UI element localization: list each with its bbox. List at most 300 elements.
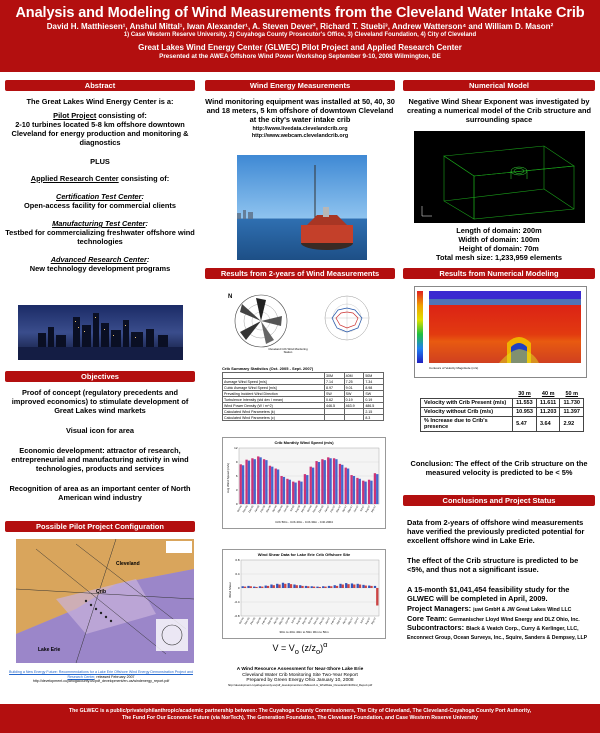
conclusion-3: A 15-month $1,041,454 feasibility study for the GLWEC will be completed in April, 2009.: [407, 585, 570, 603]
bar-crib-40m: [259, 457, 261, 504]
pilot-config-map: [16, 539, 194, 663]
ct-text: Germanischer Lloyd Wind Energy and DLZ Ohio, Inc.: [449, 617, 580, 623]
mesh-graphic: [414, 131, 585, 223]
y-tick-label: 3: [235, 488, 238, 492]
y-tick-label: 0: [235, 502, 238, 506]
vt-header: [421, 390, 513, 399]
pilot-rest: consisting of:: [96, 111, 147, 120]
stats-cell: Turbulence Intensity (std dev / mean): [223, 397, 325, 403]
stats-cell: Prevailing Incident Wind Direction: [223, 391, 325, 397]
bar-crib-40m: [370, 481, 372, 504]
bar-crib-50m: [315, 461, 317, 504]
arc-rest: consisting of:: [118, 174, 170, 183]
arc-line: [5, 174, 195, 183]
plus-text: PLUS: [90, 157, 110, 166]
bar-crib-40m: [294, 483, 296, 504]
x-tick-label: Feb-06: [261, 617, 268, 626]
x-tick-label: Oct-05: [238, 617, 245, 625]
bar-30m-to-40m: [288, 583, 290, 588]
x-tick-label: Mar-06: [265, 505, 272, 514]
y-tick-label: 0.8: [235, 558, 240, 562]
stats-title: Crib Summary Statistics (Oct. 2005 - Sept. 2007): [222, 366, 314, 371]
vt-cell: Velocity without Crib (m/s): [421, 408, 513, 417]
velocity-contour-plot: [414, 286, 587, 378]
footer-line-2: The Fund For Our Economic Future (via NorTech), The Generation Foundation, The Cleveland Foundation, and Case Western Reserve University: [121, 715, 479, 721]
x-tick-label: Dec-05: [247, 505, 255, 514]
bar-crib-40m: [359, 479, 361, 504]
monthly-wind-chart: [222, 437, 386, 529]
wind-report-ref: [205, 667, 395, 687]
x-tick-label: Apr-06: [273, 617, 280, 625]
pm-label: Project Managers:: [407, 604, 474, 613]
x-tick-label: Dec-05: [249, 617, 257, 626]
stats-cell: 7.25: [344, 379, 364, 385]
bar-30m-to-40m: [362, 585, 364, 588]
mesh-size: Total mesh size: 1,233,959 elements: [436, 253, 562, 262]
vt-cell: Velocity with Crib Present (m/s): [421, 399, 513, 408]
stats-cell: 7.34: [364, 379, 384, 385]
presented-at: Presented at the AWEA Offshore Wind Power Workshop September 9-10, 2008 Wilmington, DE: [159, 53, 441, 60]
bar-crib-50m: [368, 480, 370, 504]
shear-equation: [205, 640, 395, 656]
footer-line-1: The GLWEC is a public/private/philanthropic/academic partnership between: The Cuyahoga County Commissioners, The City of Cleveland, The Cleveland-Cuyahoga County Port Authority,: [68, 708, 532, 714]
monthly-chart-svg: [223, 438, 385, 528]
project-name: Great Lakes Wind Energy Center (GLWEC) Pilot Project and Applied Research Center: [138, 43, 462, 52]
pilot-desc: 2-10 turbines located 5-8 km offshore downtown Cleveland for energy production and monitoring & diagnostics: [11, 120, 189, 147]
vt-cell: 11.203: [536, 408, 560, 417]
ref-url: http://development.cuyahogacounty.us/pdf_development/en-US/Exec/Lm_WindData_ClevelandCribWind_Report.pdf: [227, 682, 373, 687]
pilot-config-heading: Possible Pilot Project Configuration: [5, 521, 195, 532]
pilot-config-citation: [8, 670, 194, 684]
bar-30m-to-40m: [259, 586, 261, 588]
pilot-citation-line: [8, 670, 194, 679]
bar-30m-to-40m: [351, 583, 353, 588]
bar-crib-40m: [329, 458, 331, 504]
adv-title: Advanced Research Center:: [50, 255, 150, 264]
stats-cell: Calculated Wind Parameters (c): [223, 415, 325, 421]
map-label-cleveland: Cleveland: [116, 561, 140, 567]
bar-crib-50m: [333, 458, 335, 504]
bar-30m-to-40m: [316, 587, 318, 588]
poster-footer: [0, 704, 600, 733]
domain-height: Height of domain: 70m: [459, 244, 539, 253]
y-tick-label: -0.4: [234, 600, 240, 604]
x-tick-label: Dec-06: [317, 505, 325, 514]
bar-crib-40m: [265, 460, 267, 504]
bar-crib-50m: [310, 467, 312, 504]
bar-crib-40m: [335, 459, 337, 504]
bar-crib-50m: [240, 464, 242, 504]
bar-crib-40m: [306, 475, 308, 504]
pilot-label: Pilot Project: [53, 111, 97, 120]
results-numerical-heading: Results from Numerical Modeling: [403, 268, 595, 279]
vt-cell: 11.730: [560, 399, 584, 408]
pm-text: juwi GmbH & JW Great Lakes Wind LLC: [473, 607, 572, 613]
map-graphic: [16, 539, 194, 663]
vt-cell: 3.64: [536, 417, 560, 432]
bar-crib-50m: [304, 474, 306, 504]
stats-cell: 0.62: [324, 397, 344, 403]
x-tick-label: Mar-07: [335, 505, 342, 514]
wind-measurements-heading: Wind Energy Measurements: [205, 80, 395, 91]
wind-urls: [205, 126, 395, 139]
bar-30m-to-40m: [339, 584, 341, 588]
contour-caption: Contours of Velocity Magnitude (m/s): [429, 366, 479, 370]
bar-crib-50m: [327, 457, 329, 504]
poster-title: Analysis and Modeling of Wind Measurements from the Cleveland Water Intake Crib: [15, 5, 585, 21]
bar-crib-40m: [324, 460, 326, 504]
contour-field: [429, 291, 581, 363]
stats-cell: 2.15: [364, 409, 384, 415]
bar-crib-50m: [263, 459, 265, 504]
x-tick-label: Feb-07: [329, 505, 337, 514]
stats-table: [222, 372, 384, 421]
stats-cell: Wind Power Density (W / m^2): [223, 403, 325, 409]
skyline-graphic: [18, 305, 183, 360]
vt-header: 40 m: [541, 391, 555, 397]
x-tick-label: Jun-06: [283, 505, 290, 513]
eq-v: V = V: [272, 643, 295, 653]
objectives-heading: Objectives: [5, 371, 195, 382]
numerical-model-text: Negative Wind Shear Exponent was investigated by creating a numerical model of the Crib structure and surrounding space: [407, 97, 591, 124]
bar-crib-40m: [353, 476, 355, 504]
bar-30m-to-40m: [328, 586, 330, 588]
stats-cell: SW: [364, 391, 384, 397]
monthly-chart-title: Crib Monthly Wind Speed (m/s): [274, 440, 334, 445]
objective-1: Proof of concept (regulatory precedents and improved economics) to stimulate development of Great Lakes wind markets: [11, 388, 189, 415]
x-tick-label: Jan-06: [254, 505, 261, 513]
bar-crib-40m: [300, 482, 302, 504]
map-label-lake-erie: Lake Erie: [38, 647, 61, 653]
bar-40m-to-50m: [250, 586, 252, 588]
abstract-heading: Abstract: [5, 80, 195, 91]
crib-graphic: [237, 155, 367, 260]
stats-col: 30M: [324, 373, 344, 379]
bar-crib-40m: [318, 462, 320, 504]
bar-crib-50m: [257, 456, 259, 504]
subcontractors: [407, 624, 593, 642]
bar-30m-to-40m: [242, 586, 244, 588]
x-tick-label: Jun-07: [353, 617, 360, 625]
stats-cell: [324, 415, 344, 421]
bar-30m-to-40m: [368, 586, 370, 588]
bar-crib-50m: [362, 481, 364, 504]
stats-col: 50M: [364, 373, 384, 379]
bar-30m-to-40m: [253, 587, 255, 588]
bar-30m-to-40m: [282, 583, 284, 588]
x-tick-label: Jul-07: [359, 617, 366, 625]
stats-cell: 8.98: [364, 385, 384, 391]
mfg-title: Manufacturing Test Center:: [52, 219, 148, 228]
bar-30m-to-40m: [299, 585, 301, 588]
released-text: , released February 2007: [94, 674, 135, 679]
x-tick-label: Jun-06: [284, 617, 291, 625]
bar-40m-to-50m: [359, 585, 361, 589]
bar-crib-40m: [312, 468, 314, 504]
bar-40m-to-50m: [301, 586, 303, 588]
stats-cell: 446.5: [324, 403, 344, 409]
bar-crib-40m: [248, 461, 250, 504]
x-tick-label: Aug-06: [294, 505, 302, 514]
bar-crib-40m: [242, 465, 244, 504]
bar-40m-to-50m: [290, 584, 292, 588]
wind-rose-label: Cleveland Crib Wind Monitoring Station: [268, 347, 308, 354]
ref-title: A Wind Resource Assessment for Near-Shore Lake Erie: [236, 667, 364, 672]
cert-title-text: Certification Test Center: [55, 192, 142, 201]
x-tick-label: Apr-07: [342, 617, 349, 625]
shear-chart-legend: 30m to 40m 40m to 50m 30m to 50m: [279, 630, 329, 634]
y-tick-label: 9: [235, 460, 238, 464]
bar-40m-to-50m: [370, 586, 372, 588]
bar-crib-50m: [245, 460, 247, 504]
bar-40m-to-50m: [278, 585, 280, 589]
x-tick-label: Nov-06: [312, 505, 319, 514]
velocity-row: [421, 417, 584, 432]
x-tick-label: Feb-07: [330, 617, 337, 626]
x-tick-label: Jan-06: [255, 617, 262, 625]
stats-cell: SW: [324, 391, 344, 397]
stats-cell: Cubic Average Wind Speed [m/s]: [223, 385, 325, 391]
x-tick-label: May-06: [278, 617, 285, 626]
sub-text: Black & Veatch Corp., Curry & Kerlinger, LLC, Enconnect Group, Ocean Surveys, Inc., Squire, Sanders & Dempsey, LLP: [407, 626, 588, 641]
bar-40m-to-50m: [313, 587, 315, 588]
conclusions-heading: Conclusions and Project Status: [403, 495, 595, 506]
bar-crib-40m: [376, 474, 378, 504]
vt-header: 30 m: [518, 391, 531, 397]
x-tick-label: Sep-06: [300, 505, 307, 514]
pilot-line: [5, 111, 195, 120]
bar-40m-to-50m: [307, 586, 309, 588]
sub-label: Subcontractors:: [407, 623, 467, 632]
bar-30m-to-40m: [305, 586, 307, 588]
bar-40m-to-50m: [336, 586, 338, 588]
stats-cell: 463.9: [344, 403, 364, 409]
bar-crib-50m: [350, 475, 352, 504]
bar-40m-to-50m: [376, 588, 378, 606]
bar-40m-to-50m: [324, 587, 326, 588]
bar-30m-to-40m: [357, 584, 359, 588]
adv-title-text: Advanced Research Center: [50, 255, 147, 264]
vt-cell: 11.397: [560, 408, 584, 417]
x-tick-label: Jul-06: [289, 505, 296, 513]
bar-40m-to-50m: [273, 585, 275, 588]
stats-cell: 0.19: [344, 397, 364, 403]
bar-40m-to-50m: [319, 587, 321, 588]
x-tick-label: May-07: [347, 505, 354, 514]
stats-cell: 486.5: [364, 403, 384, 409]
x-tick-label: Jul-07: [359, 505, 366, 513]
stats-cell: 8.97: [324, 385, 344, 391]
ct-label: Core Team:: [407, 614, 450, 623]
arc-label: Applied Research Center: [30, 174, 119, 183]
bar-crib-50m: [292, 482, 294, 504]
x-tick-label: Aug-06: [295, 617, 303, 626]
bar-30m-to-40m: [311, 586, 313, 588]
stats-cell: 8.3: [364, 415, 384, 421]
bar-crib-40m: [271, 467, 273, 504]
domain-length: Length of domain: 200m: [456, 226, 542, 235]
x-tick-label: Apr-06: [271, 505, 278, 513]
shear-chart-title: Wind Shear Data for Lake Erie Crib Offshore Site: [257, 552, 351, 557]
wind-shear-chart: [222, 549, 386, 639]
objectives-body: [5, 388, 195, 502]
conclusion-2: The effect of the Crib structure is predicted to be <5%, and thus not a significant issue.: [407, 556, 579, 574]
objective-3: Economic development: attractor of research, entrepreneurial and manufacturing activity in wind technologies, products and services: [11, 446, 189, 473]
x-tick-label: Sep-07: [370, 505, 377, 514]
bar-crib-50m: [286, 479, 288, 504]
mfg-title-text: Manufacturing Test Center: [52, 219, 146, 228]
map-label-crib: Crib: [96, 589, 106, 595]
wind-measurements-text: Wind monitoring equipment was installed at 50, 40, 30 and 18 meters, 5 km offshore of downtown Cleveland at the city's water intake crib: [205, 97, 395, 124]
conclusions-body: [407, 518, 593, 642]
shear-chart-ylabel: Wind Shear: [228, 582, 232, 598]
crib-photo: [237, 155, 367, 260]
stats-cell: 0.19: [364, 397, 384, 403]
cert-desc: Open-access facility for commercial clients: [24, 201, 176, 210]
x-tick-label: Jul-06: [290, 617, 297, 625]
adv-desc: New technology development programs: [29, 264, 171, 273]
x-tick-label: May-07: [347, 617, 354, 626]
domain-width: Width of domain: 100m: [458, 235, 540, 244]
bar-crib-40m: [341, 465, 343, 504]
bar-crib-50m: [339, 464, 341, 504]
bar-crib-50m: [298, 481, 300, 504]
velocity-header-row: [421, 390, 584, 399]
bar-40m-to-50m: [296, 585, 298, 588]
eq-rest: (z/z: [298, 643, 316, 653]
polar-chart: [320, 288, 375, 358]
stats-col: 40M: [344, 373, 364, 379]
bar-crib-40m: [289, 480, 291, 504]
bar-40m-to-50m: [244, 587, 246, 588]
bar-40m-to-50m: [267, 586, 269, 588]
x-tick-label: Aug-07: [364, 505, 372, 514]
eq-end: ): [320, 643, 324, 653]
vt-cell: 11.553: [513, 399, 537, 408]
bar-30m-to-40m: [270, 585, 272, 589]
vt-cell: 10.953: [513, 408, 537, 417]
y-tick-label: 0.4: [235, 572, 240, 576]
velocity-row: [421, 399, 584, 408]
bar-crib-40m: [277, 469, 279, 504]
velocity-table: [420, 390, 584, 432]
x-tick-label: Sep-06: [301, 617, 308, 626]
stats-cell: [344, 415, 364, 421]
contour-colorbar: [417, 291, 423, 363]
bar-40m-to-50m: [330, 586, 332, 588]
x-tick-label: Aug-07: [364, 617, 372, 626]
velocity-row: [421, 408, 584, 417]
bar-40m-to-50m: [261, 587, 263, 588]
polar-graphic: [320, 288, 375, 358]
bar-40m-to-50m: [347, 584, 349, 588]
eq-sub: o: [294, 646, 299, 656]
x-tick-label: Oct-06: [307, 617, 314, 625]
report-url: http://development.cuyahogacounty.us/pdf_development/en-us/windenergy_report.pdf: [32, 679, 170, 683]
x-tick-label: Nov-06: [313, 617, 320, 626]
bar-crib-50m: [269, 466, 271, 504]
bar-30m-to-40m: [247, 586, 249, 588]
affiliations: 1) Case Western Reserve University, 2) Cuyahoga County Prosecutor's Office, 3) Cleveland Foundation, 4) City of Cleveland: [123, 32, 477, 38]
y-tick-label: 0: [237, 586, 240, 590]
x-tick-label: Oct-06: [306, 505, 313, 513]
stats-row: [223, 415, 384, 421]
y-tick-label: -0.8: [234, 614, 240, 618]
eq-sub2: o: [315, 646, 321, 656]
numerical-conclusion: Conclusion: The effect of the Crib structure on the measured velocity is predicted to be < 5%: [410, 459, 588, 477]
vt-cell: 2.92: [560, 417, 584, 432]
bar-40m-to-50m: [255, 587, 257, 588]
bar-30m-to-40m: [345, 583, 347, 588]
bar-crib-50m: [251, 458, 253, 504]
x-tick-label: May-06: [277, 505, 284, 514]
x-tick-label: Jun-07: [353, 505, 360, 513]
wind-rose: [226, 288, 308, 360]
bar-crib-50m: [275, 469, 277, 504]
x-tick-label: Jan-07: [324, 617, 331, 625]
abstract-body: [5, 97, 195, 273]
monthly-chart-legend: Crib 50m - Crib 40m - Crib 30m - Crib 2004: [275, 520, 333, 524]
shear-chart-svg: [223, 550, 385, 638]
results-wind-heading: Results from 2-years of Wind Measurements: [205, 268, 395, 279]
x-tick-label: Nov-05: [242, 505, 249, 514]
x-tick-label: Nov-05: [244, 617, 251, 626]
bar-crib-50m: [321, 459, 323, 504]
report-link[interactable]: Building a New Energy Future: Recommendations for a Lake Erie Offshore Wind Energy Demonstration Project and Research Center: [9, 670, 193, 679]
bar-30m-to-40m: [293, 585, 295, 589]
contour-graphic: [429, 291, 581, 363]
x-tick-label: Sep-07: [370, 617, 377, 626]
x-tick-label: Jan-07: [324, 505, 331, 513]
mesh-model-image: [414, 131, 585, 223]
ref-line3: Prepared by Green Energy Ohio January 10, 2008: [246, 678, 354, 684]
eq-alpha: α: [323, 640, 328, 649]
y-tick-label: 6: [235, 474, 238, 478]
y-tick-label: 12: [234, 446, 238, 450]
author-list: David H. Matthiesen¹, Anshul Mittal¹, Iwan Alexander¹, A. Steven Dever², Richard T. Stuebi³, Andrew Watterson⁴ and William D. Mason²: [46, 22, 554, 31]
bar-40m-to-50m: [365, 586, 367, 588]
objective-4: Recognition of area as an important center of North American wind industry: [9, 484, 191, 502]
bar-crib-40m: [254, 459, 256, 504]
stats-cell: 9.01: [344, 385, 364, 391]
bar-crib-50m: [280, 476, 282, 504]
bar-40m-to-50m: [342, 585, 344, 589]
bar-crib-40m: [283, 477, 285, 504]
cleveland-skyline-photo: [18, 305, 183, 360]
abstract-intro: The Great Lakes Wind Energy Center is a:: [26, 97, 174, 106]
svg-text:N: N: [228, 294, 233, 300]
vt-cell: % Increase due to Crib's presence: [421, 417, 513, 432]
bar-30m-to-40m: [374, 586, 376, 588]
poster-header: [0, 0, 600, 72]
bar-30m-to-40m: [322, 586, 324, 588]
vt-header: 50 m: [565, 391, 578, 397]
numerical-model-heading: Numerical Model: [403, 80, 595, 91]
webcam-url[interactable]: http://www.webcam.clevelandcrib.org: [251, 132, 349, 139]
stats-cell: Average Wind Speed [m/s]: [223, 379, 325, 385]
ref-line2: Cleveland Water Crib Monitoring Site Two-Year Report: [242, 672, 358, 678]
vt-cell: 5.47: [513, 417, 537, 432]
bar-crib-40m: [364, 482, 366, 504]
bar-crib-50m: [345, 468, 347, 504]
x-tick-label: Mar-07: [336, 617, 343, 626]
bar-30m-to-40m: [265, 586, 267, 588]
monthly-chart-ylabel: Avg Wind Speed (m/s): [226, 463, 230, 493]
mfg-desc: Testbed for commercializing freshwater offshore wind technologies: [5, 228, 195, 246]
vt-cell: 11.611: [536, 399, 560, 408]
livedata-url[interactable]: http://www.livedata.clevelandcrib.org: [252, 126, 348, 132]
x-tick-label: Apr-07: [341, 505, 348, 513]
